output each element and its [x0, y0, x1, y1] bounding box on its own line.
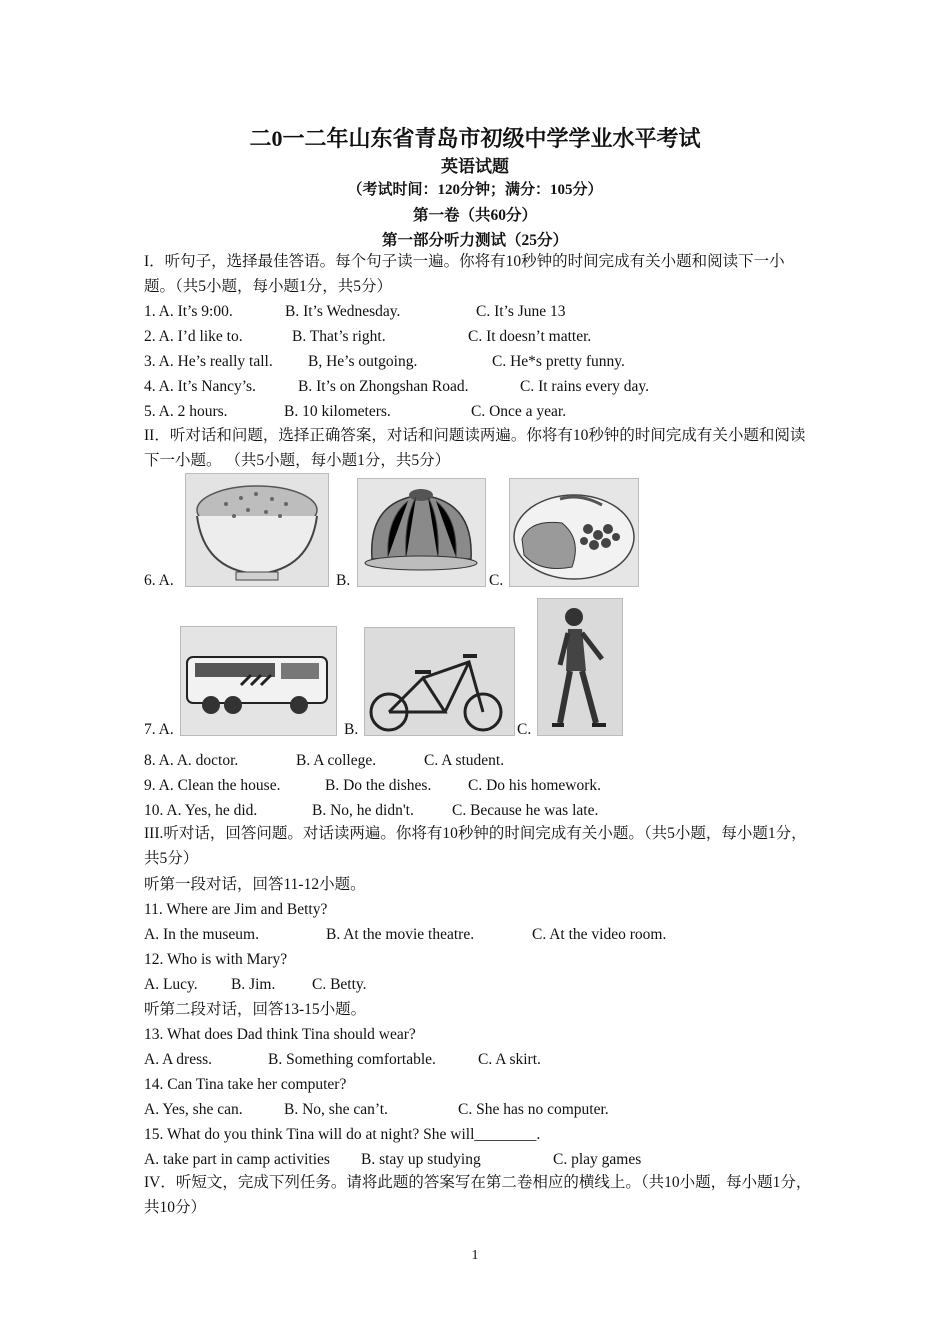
- q12-stem: 12. Who is with Mary?: [144, 951, 288, 968]
- q15-option-b: B. stay up studying: [361, 1151, 481, 1168]
- q12-option-a: A. Lucy.: [144, 976, 198, 993]
- q3-option-b: B, He’s outgoing.: [308, 353, 418, 370]
- exam-info: （考试时间：120分钟；满分：105分）: [347, 182, 603, 198]
- q1-option-c: C. It’s June 13: [476, 303, 566, 320]
- q14-option-c: C. She has no computer.: [458, 1101, 609, 1118]
- q14-option-b: B. No, she can’t.: [284, 1101, 388, 1118]
- exam-subtitle: 英语试题: [441, 157, 509, 176]
- section1-instruction: I．听句子，选择最佳答语。每个句子读一遍。你将有10秒钟的时间完成有关小题和阅读下一小题。（共5小题，每小题1分，共5分）: [144, 253, 785, 295]
- q2-option-a: 2. A. I’d like to.: [144, 328, 243, 345]
- q8-option-a: 8. A. A. doctor.: [144, 752, 239, 769]
- page-number: 1: [471, 1248, 479, 1263]
- q13-stem: 13. What does Dad think Tina should wear?: [144, 1026, 416, 1043]
- q7-label-b: B.: [344, 721, 359, 738]
- dialog2-heading: 听第二段对话，回答13-15小题。: [144, 1001, 367, 1018]
- q5-option-a: 5. A. 2 hours.: [144, 403, 228, 420]
- q9-option-b: B. Do the dishes.: [325, 777, 432, 794]
- q5-option-b: B. 10 kilometers.: [284, 403, 391, 420]
- q6-label-c: C.: [489, 572, 504, 589]
- q4-option-c: C. It rains every day.: [520, 378, 649, 395]
- section2-instruction: II．听对话和问题，选择正确答案，对话和问题读两遍。你将有10秒钟的时间完成有关小题和阅读下一小题。 （共5小题，每小题1分，共5分）: [144, 427, 806, 469]
- q1-option-b: B. It’s Wednesday.: [285, 303, 401, 320]
- q9-option-c: C. Do his homework.: [468, 777, 602, 794]
- q4-option-a: 4. A. It’s Nancy’s.: [144, 378, 256, 395]
- cake-image: [357, 478, 486, 587]
- q10-option-a: 10. A. Yes, he did.: [144, 802, 258, 819]
- q10-option-b: B. No, he didn't.: [312, 802, 414, 819]
- q9-option-a: 9. A. Clean the house.: [144, 777, 281, 794]
- q8-option-b: B. A college.: [296, 752, 377, 769]
- q7-label-c: C.: [517, 721, 532, 738]
- q14-stem: 14. Can Tina take her computer?: [144, 1076, 347, 1093]
- q13-option-a: A. A dress.: [144, 1051, 213, 1068]
- q3-option-a: 3. A. He’s really tall.: [144, 353, 273, 370]
- q12-option-c: C. Betty.: [312, 976, 367, 993]
- q8-option-c: C. A student.: [424, 752, 505, 769]
- bus-image: [180, 626, 337, 736]
- walking-man-icon: [538, 599, 622, 735]
- q10-option-c: C. Because he was late.: [452, 802, 599, 819]
- bicycle-icon: [365, 628, 514, 735]
- q12-option-b: B. Jim.: [231, 976, 276, 993]
- q6-label-b: B.: [336, 572, 351, 589]
- q15-option-c: C. play games: [553, 1151, 642, 1168]
- q6-label-a: 6. A.: [144, 572, 174, 589]
- cake-icon: [358, 479, 485, 586]
- rice-bowl-image: [185, 473, 329, 587]
- q3-option-c: C. He*s pretty funny.: [492, 353, 625, 370]
- q15-option-a: A. take part in camp activities: [144, 1151, 330, 1168]
- walking-man-image: [537, 598, 623, 736]
- part-heading: 第一部分听力测试（25分）: [381, 232, 568, 249]
- section4-instruction: IV．听短文，完成下列任务。请将此题的答案写在第二卷相应的横线上。（共10小题，每小题1分，共10分）: [144, 1174, 812, 1216]
- q11-option-c: C. At the video room.: [532, 926, 667, 943]
- meat-plate-image: [509, 478, 639, 587]
- q15-stem: 15. What do you think Tina will do at night? She will________.: [144, 1126, 541, 1143]
- q2-option-c: C. It doesn’t matter.: [468, 328, 592, 345]
- q11-option-b: B. At the movie theatre.: [326, 926, 475, 943]
- bicycle-image: [364, 627, 515, 736]
- q2-option-b: B. That’s right.: [292, 328, 386, 345]
- dialog1-heading: 听第一段对话，回答11-12小题。: [144, 876, 366, 893]
- q14-option-a: A. Yes, she can.: [144, 1101, 243, 1118]
- q7-label-a: 7. A.: [144, 721, 174, 738]
- q13-option-c: C. A skirt.: [478, 1051, 541, 1068]
- volume-heading: 第一卷（共60分）: [412, 207, 537, 224]
- q5-option-c: C. Once a year.: [471, 403, 567, 420]
- rice-bowl-icon: [186, 474, 328, 586]
- q1-option-a: 1. A. It’s 9:00.: [144, 303, 233, 320]
- q11-option-a: A. In the museum.: [144, 926, 259, 943]
- section3-instruction: III.听对话，回答问题。对话读两遍。你将有10秒钟的时间完成有关小题。（共5小题，每小题1分，共5分）: [144, 825, 807, 867]
- q4-option-b: B. It’s on Zhongshan Road.: [298, 378, 469, 395]
- bus-icon: [181, 627, 336, 735]
- q11-stem: 11. Where are Jim and Betty?: [144, 901, 328, 918]
- q13-option-b: B. Something comfortable.: [268, 1051, 436, 1068]
- exam-title: 二0一二年山东省青岛市初级中学学业水平考试: [249, 126, 701, 151]
- meat-plate-icon: [510, 479, 638, 586]
